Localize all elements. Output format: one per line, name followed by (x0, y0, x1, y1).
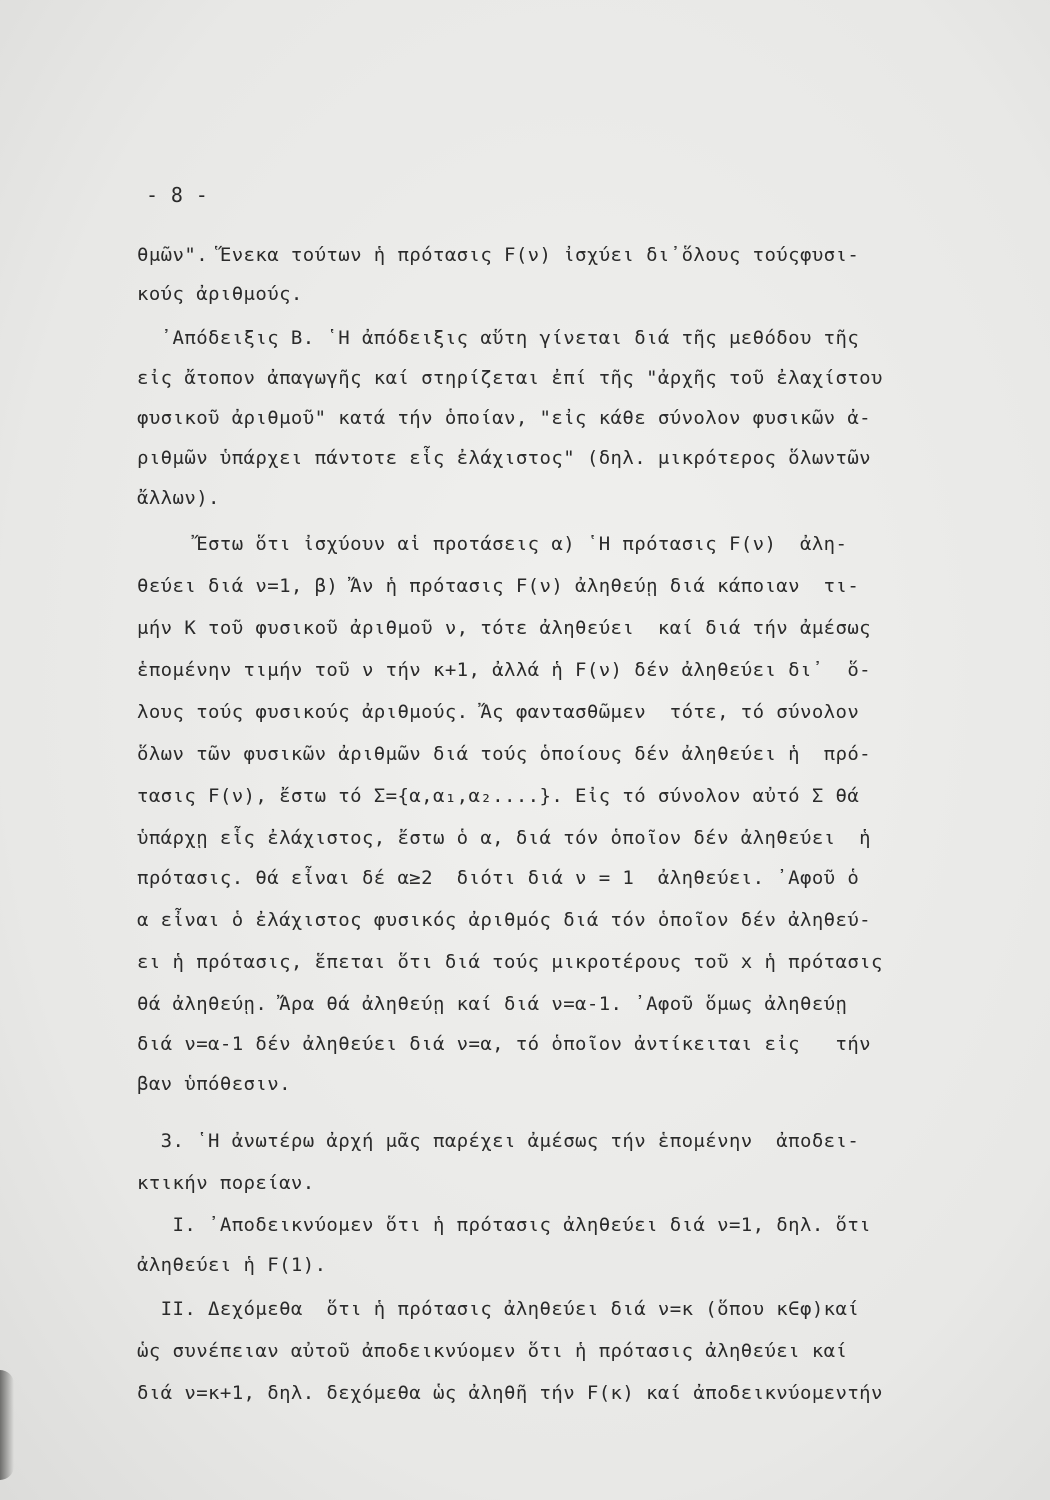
text-line: εἰς ἄτοπον ἀπαγωγῆς καί στηρίζεται ἐπί τῆς "ἀρχῆς τοῦ ἐλαχίστου (137, 367, 883, 389)
text-line: ὑπάρχῃ εἷς ἐλάχιστος, ἔστω ὁ α, διά τόν ὁποῖον δέν ἀληθεύει ἡ (137, 827, 872, 849)
page-edge-shadow (0, 1370, 14, 1480)
page-number: - 8 - (146, 183, 209, 207)
text-line: διά ν=α-1 δέν ἀληθεύει διά ν=α, τό ὁποῖον ἀντίκειται εἰς τήν (137, 1033, 872, 1055)
text-line: κούς ἀριθμούς. (137, 283, 303, 305)
text-line: ἄλλων). (137, 487, 220, 509)
text-line: ὡς συνέπειαν αὐτοῦ ἀποδεικνύομεν ὅτι ἡ πρότασις ἀληθεύει καί (137, 1340, 848, 1362)
text-line: α εἶναι ὁ ἐλάχιστος φυσικός ἀριθμός διά τόν ὁποῖον δέν ἀληθεύ- (137, 909, 872, 931)
text-line: πρότασις. θά εἶναι δέ α≥2 διότι διά ν = 1 ἀληθεύει. ᾿Αφοῦ ὁ (137, 867, 860, 889)
text-line: ἑπομένην τιμήν τοῦ ν τήν κ+1, ἀλλά ἡ F(ν) δέν ἀληθεύει δι᾿ ὅ- (137, 659, 872, 681)
text-line: ὅλων τῶν φυσικῶν ἀριθμῶν διά τούς ὁποίους δέν ἀληθεύει ἡ πρό- (137, 743, 872, 765)
text-line: μήν Κ τοῦ φυσικοῦ ἀριθμοῦ ν, τότε ἀληθεύει καί διά τήν ἀμέσως (137, 617, 872, 639)
text-line: ΙΙ. Δεχόμεθα ὅτι ἡ πρότασις ἀληθεύει διά ν=κ (ὅπου κ∈φ)καί (137, 1298, 860, 1320)
text-line: τασις F(ν), ἔστω τό Σ={α,α₁,α₂....}. Εἰς τό σύνολον αὐτό Σ θά (137, 785, 860, 807)
text-line: θεύει διά ν=1, β) Ἄν ἡ πρότασις F(ν) ἀληθεύῃ διά κάποιαν τι- (137, 575, 860, 597)
text-line: βαν ὑπόθεσιν. (137, 1073, 291, 1095)
text-line: 3. ῾Η ἀνωτέρω ἀρχή μᾶς παρέχει ἀμέσως τήν ἑπομένην ἀποδει- (137, 1130, 860, 1152)
text-line: κτικήν πορείαν. (137, 1172, 315, 1194)
text-line: ᾿Απόδειξις Β. ῾Η ἀπόδειξις αὕτη γίνεται διά τῆς μεθόδου τῆς (137, 327, 860, 349)
text-line: φυσικοῦ ἀριθμοῦ" κατά τήν ὁποίαν, "εἰς κάθε σύνολον φυσικῶν ἀ- (137, 407, 872, 429)
text-line: ἀληθεύει ἡ F(1). (137, 1254, 327, 1276)
text-line: θά ἀληθεύῃ. Ἄρα θά ἀληθεύῃ καί διά ν=α-1. ᾿Αφοῦ ὅμως ἀληθεύῃ (137, 993, 848, 1015)
text-line: Ι. ᾿Αποδεικνύομεν ὅτι ἡ πρότασις ἀληθεύει διά ν=1, δηλ. ὅτι (137, 1214, 872, 1236)
text-line: διά ν=κ+1, δηλ. δεχόμεθα ὡς ἀληθῆ τήν F(κ) καί ἀποδεικνύομεντήν (137, 1382, 883, 1404)
text-line: θμῶν". Ἕνεκα τούτων ἡ πρότασις F(ν) ἰσχύει δι᾿ὅλους τούςφυσι- (137, 244, 860, 266)
text-line: λους τούς φυσικούς ἀριθμούς. Ἄς φαντασθῶμεν τότε, τό σύνολον (137, 701, 860, 723)
text-line: ριθμῶν ὑπάρχει πάντοτε εἷς ἐλάχιστος" (δηλ. μικρότερος ὅλωντῶν (137, 447, 872, 469)
text-line: ει ἡ πρότασις, ἕπεται ὅτι διά τούς μικροτέρους τοῦ x ἡ πρότασις (137, 951, 883, 973)
text-line: Ἔστω ὅτι ἰσχύουν αἱ προτάσεις α) ῾Η πρότασις F(ν) ἀλη- (137, 533, 848, 555)
